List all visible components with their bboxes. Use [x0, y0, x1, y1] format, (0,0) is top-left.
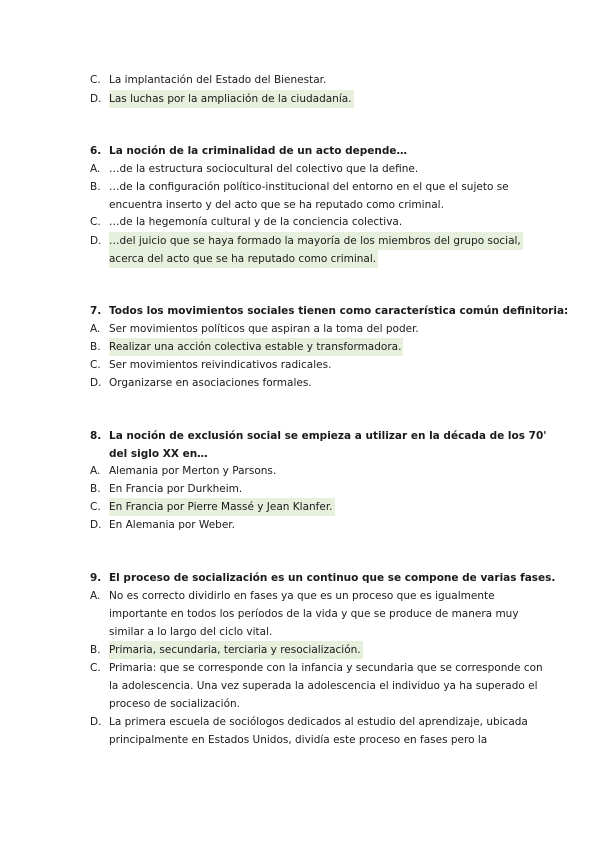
option-letter: C.: [90, 74, 101, 86]
option-letter: C.: [90, 216, 101, 228]
option-letter: B.: [90, 181, 101, 193]
option-letter: D.: [90, 377, 102, 389]
option-text: encuentra inserto y del acto que se ha reputado como criminal.: [109, 199, 444, 211]
option-letter: D.: [90, 716, 102, 728]
option-letter: A.: [90, 163, 101, 175]
question-text: La noción de exclusión social se empieza a utilizar en la década de los 70': [109, 430, 547, 442]
option-text: principalmente en Estados Unidos, dividía este proceso en fases pero la: [109, 734, 488, 746]
option-letter: C.: [90, 662, 101, 674]
question-text: La noción de la criminalidad de un acto depende…: [109, 145, 407, 157]
option-letter: C.: [90, 501, 101, 513]
option-text: importante en todos los períodos de la vida y que se produce de manera muy: [109, 608, 519, 620]
option-text: En Francia por Pierre Massé y Jean Klanfer.: [109, 498, 335, 516]
option-text: acerca del acto que se ha reputado como criminal.: [109, 250, 378, 268]
option-text: proceso de socialización.: [109, 698, 241, 710]
option-text: Ser movimientos políticos que aspiran a la toma del poder.: [109, 323, 419, 335]
question-number: 6.: [90, 145, 102, 157]
option-text: la adolescencia. Una vez superada la adolescencia el individuo ya ha superado el: [109, 680, 538, 692]
option-letter: D.: [90, 519, 102, 531]
question-number: 8.: [90, 430, 102, 442]
option-letter: D.: [90, 235, 102, 247]
option-text: Ser movimientos reivindicativos radicales.: [109, 359, 332, 371]
option-text: Primaria: que se corresponde con la infancia y secundaria que se corresponde con: [109, 662, 543, 674]
option-text: …de la estructura sociocultural del colectivo que la define.: [109, 163, 419, 175]
option-letter: B.: [90, 644, 101, 656]
option-text: En Francia por Durkheim.: [109, 483, 243, 495]
option-text: La implantación del Estado del Bienestar.: [109, 74, 327, 86]
option-letter: B.: [90, 341, 101, 353]
option-letter: B.: [90, 483, 101, 495]
option-text: similar a lo largo del ciclo vital.: [109, 626, 273, 638]
option-letter: C.: [90, 359, 101, 371]
question-number: 9.: [90, 572, 102, 584]
option-letter: A.: [90, 465, 101, 477]
question-text: Todos los movimientos sociales tienen como característica común definitoria:: [109, 305, 569, 317]
option-letter: A.: [90, 590, 101, 602]
option-text: En Alemania por Weber.: [109, 519, 235, 531]
option-text: Alemania por Merton y Parsons.: [109, 465, 277, 477]
option-text: Las luchas por la ampliación de la ciudadanía.: [109, 90, 354, 108]
question-text: El proceso de socialización es un continuo que se compone de varias fases.: [109, 572, 556, 584]
option-text: Primaria, secundaria, terciaria y resocialización.: [109, 641, 363, 659]
option-text: …del juicio que se haya formado la mayoría de los miembros del grupo social,: [109, 232, 523, 250]
option-text: La primera escuela de sociólogos dedicados al estudio del aprendizaje, ubicada: [109, 716, 528, 728]
option-text: Realizar una acción colectiva estable y transformadora.: [109, 338, 403, 356]
question-number: 7.: [90, 305, 102, 317]
option-text: Organizarse en asociaciones formales.: [109, 377, 312, 389]
option-letter: D.: [90, 93, 102, 105]
question-text: del siglo XX en…: [109, 448, 208, 460]
option-letter: A.: [90, 323, 101, 335]
option-text: …de la hegemonía cultural y de la conciencia colectiva.: [109, 216, 403, 228]
option-text: …de la configuración político-institucional del entorno en el que el sujeto se: [109, 181, 509, 193]
option-text: No es correcto dividirlo en fases ya que es un proceso que es igualmente: [109, 590, 495, 602]
